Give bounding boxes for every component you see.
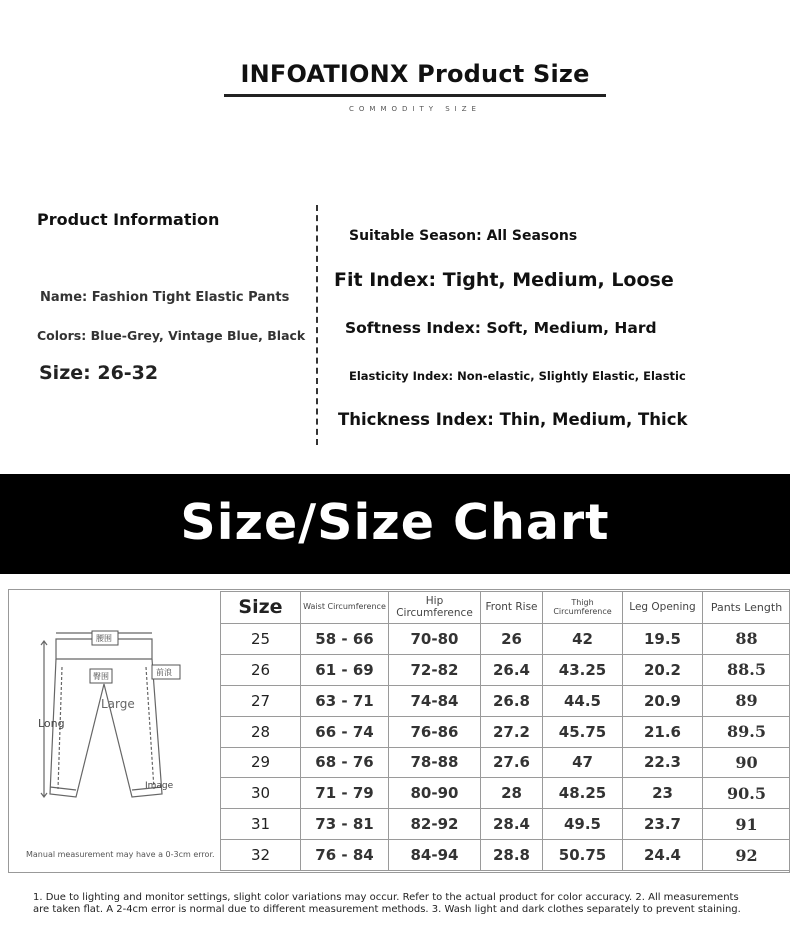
table-cell: 61 - 69 [301,654,389,685]
table-row [221,747,790,778]
table-cell: 49.5 [543,809,623,840]
elasticity-index: Elasticity Index: Non-elastic, Slightly Elastic, Elastic [349,369,686,383]
table-row [221,716,790,747]
info-divider [316,205,318,445]
table-cell: 58 - 66 [301,624,389,655]
table-cell: 28.4 [481,809,543,840]
pants-diagram [8,589,220,873]
table-cell: 28 [221,716,301,747]
table-cell: 28 [481,778,543,809]
table-header-row [221,592,790,624]
table-cell: 28.8 [481,840,543,871]
table-cell: 20.9 [623,685,703,716]
table-cell: 76-86 [389,716,481,747]
page-title: INFOATIONX Product Size [240,60,590,88]
table-cell: 19.5 [623,624,703,655]
table-cell: 27 [221,685,301,716]
header-waist: Waist Circumference [301,592,389,624]
table-cell: 92 [703,840,790,871]
product-name: Name: Fashion Tight Elastic Pants [40,290,290,305]
table-cell: 20.2 [623,654,703,685]
fit-index: Fit Index: Tight, Medium, Loose [334,269,674,291]
table-cell: 26.8 [481,685,543,716]
diagram-label-large: Large [101,697,135,711]
table-cell: 72-82 [389,654,481,685]
table-cell: 47 [543,747,623,778]
softness-index: Softness Index: Soft, Medium, Hard [345,319,657,337]
size-table [220,591,790,871]
table-cell: 32 [221,840,301,871]
table-cell: 26 [481,624,543,655]
table-cell: 88.5 [703,654,790,685]
season-index: Suitable Season: All Seasons [349,228,578,244]
thickness-index: Thickness Index: Thin, Medium, Thick [338,410,688,429]
table-cell: 84-94 [389,840,481,871]
table-cell: 91 [703,809,790,840]
product-size-range: Size: 26-32 [39,362,159,384]
header-size: Size [221,592,301,624]
header-leg-opening: Leg Opening [623,592,703,624]
table-cell: 43.25 [543,654,623,685]
svg-text:臀围: 臀围 [93,672,109,681]
table-cell: 80-90 [389,778,481,809]
table-cell: 27.6 [481,747,543,778]
table-cell: 45.75 [543,716,623,747]
table-cell: 76 - 84 [301,840,389,871]
table-cell: 26 [221,654,301,685]
size-chart-title: Size/Size Chart [180,494,610,551]
header [0,0,790,190]
table-cell: 31 [221,809,301,840]
header-hip: Hip Circumference [389,592,481,624]
table-row [221,840,790,871]
table-cell: 66 - 74 [301,716,389,747]
product-info-panel [0,190,316,450]
table-cell: 74-84 [389,685,481,716]
measurement-note: Manual measurement may have a 0-3cm error. [26,850,215,859]
size-chart-banner [0,474,790,574]
table-cell: 71 - 79 [301,778,389,809]
product-colors: Colors: Blue-Grey, Vintage Blue, Black [37,328,306,343]
table-row [221,685,790,716]
table-cell: 27.2 [481,716,543,747]
table-cell: 89 [703,685,790,716]
diagram-label-long: Long [38,717,65,730]
page-subtitle: COMMODITY SIZE [349,105,481,113]
table-cell: 24.4 [623,840,703,871]
table-row [221,778,790,809]
table-cell: 68 - 76 [301,747,389,778]
table-cell: 30 [221,778,301,809]
table-row [221,654,790,685]
svg-text:前浪: 前浪 [156,668,172,677]
header-pants-length: Pants Length [703,592,790,624]
table-cell: 50.75 [543,840,623,871]
table-cell: 90 [703,747,790,778]
table-cell: 48.25 [543,778,623,809]
table-cell: 23 [623,778,703,809]
pants-outline-icon [8,589,220,873]
table-cell: 90.5 [703,778,790,809]
index-panel [320,190,790,450]
table-cell: 89.5 [703,716,790,747]
table-cell: 25 [221,624,301,655]
table-cell: 44.5 [543,685,623,716]
table-row [221,809,790,840]
header-front-rise: Front Rise [481,592,543,624]
table-cell: 78-88 [389,747,481,778]
table-cell: 26.4 [481,654,543,685]
footnote: 1. Due to lighting and monitor settings, slight color variations may occur. Refer to the actual product for color accuracy. 2. All measurements are taken flat. A 2-4cm error is normal due to different measurement methods. 3. Wash light and dark clothes separately to prevent staining. [33,892,741,915]
table-cell: 73 - 81 [301,809,389,840]
table-cell: 23.7 [623,809,703,840]
table-cell: 21.6 [623,716,703,747]
table-cell: 22.3 [623,747,703,778]
header-thigh: Thigh Circumference [543,592,623,624]
table-row [221,624,790,655]
table-cell: 82-92 [389,809,481,840]
table-cell: 70-80 [389,624,481,655]
table-cell: 29 [221,747,301,778]
svg-text:腰围: 腰围 [96,634,112,643]
table-cell: 63 - 71 [301,685,389,716]
product-info-heading: Product Information [37,210,220,229]
diagram-label-image: Image [145,781,174,791]
table-cell: 42 [543,624,623,655]
title-underline [224,94,606,97]
table-cell: 88 [703,624,790,655]
